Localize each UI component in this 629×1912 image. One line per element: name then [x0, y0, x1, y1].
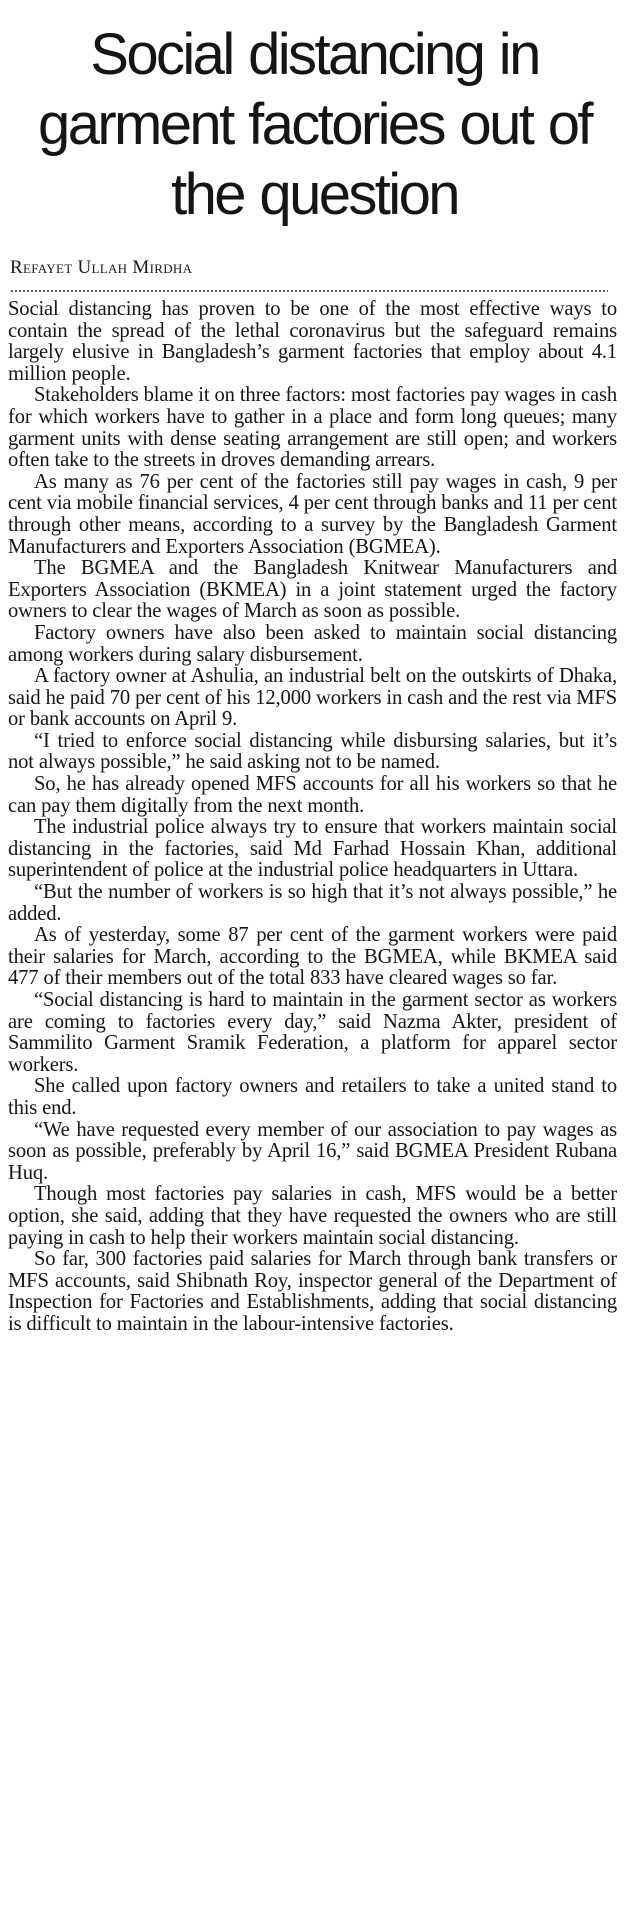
paragraph: The industrial police always try to ensure that workers maintain social distancing in the factories, said Md Farhad Hossain Khan, additional superintendent of police at the industrial police headquarters in Uttara. — [8, 816, 617, 882]
paragraph: So far, 300 factories paid salaries for March through bank transfers or MFS accounts, said Shibnath Roy, inspector general of the Department of Inspection for Factories and Establishments, adding that social distancing is difficult to maintain in the labour-intensive factories. — [8, 1248, 617, 1335]
headline: Social distancing in garment factories out of the question — [38, 22, 591, 227]
paragraph: Factory owners have also been asked to maintain social distancing among workers during salary disbursement. — [8, 621, 617, 666]
dotted-separator — [10, 289, 608, 293]
paragraph: “I tried to enforce social distancing while disbursing salaries, but it’s not always possible,” he said asking not to be named. — [8, 729, 617, 774]
paragraph: As many as 76 per cent of the factories still pay wages in cash, 9 per cent via mobile financial services, 4 per cent through banks and 11 per cent through other means, according to a survey by the Bangladesh Garment Manufacturers and Exporters Association (BGMEA). — [8, 470, 617, 558]
paragraph: Social distancing has proven to be one of the most effective ways to contain the spread of the lethal coronavirus but the safeguard remains largely elusive in Bangladesh’s garment factories that employ about 4.1 million people. — [8, 298, 617, 385]
paragraph: She called upon factory owners and retailers to take a united stand to this end. — [8, 1075, 617, 1119]
paragraph: The BGMEA and the Bangladesh Knitwear Manufacturers and Exporters Association (BKMEA) in a joint statement urged the factory owners to clear the wages of March as soon as possible. — [8, 557, 617, 623]
paragraph: Stakeholders blame it on three factors: most factories pay wages in cash for which workers have to gather in a place and form long queues; many garment units with dense seating arrangement are still open; and workers often take to the streets in droves demanding arrears. — [8, 384, 617, 472]
paragraph: A factory owner at Ashulia, an industrial belt on the outskirts of Dhaka, said he paid 70 per cent of his 12,000 workers in cash and the rest via MFS or bank accounts on April 9. — [8, 665, 617, 731]
article-body — [8, 299, 617, 1336]
paragraph: “We have requested every member of our association to pay wages as soon as possible, preferably by April 16,” said BGMEA President Rubana Huq. — [8, 1118, 617, 1184]
paragraph: “But the number of workers is so high that it’s not always possible,” he added. — [8, 881, 617, 925]
paragraph: So, he has already opened MFS accounts for all his workers so that he can pay them digitally from the next month. — [8, 773, 617, 817]
paragraph: As of yesterday, some 87 per cent of the garment workers were paid their salaries for March, according to the BGMEA, while BKMEA said 477 of their members out of the total 833 have cleared wages so far. — [8, 924, 617, 990]
byline: Refayet Ullah Mirdha — [10, 257, 193, 278]
paragraph: Though most factories pay salaries in cash, MFS would be a better option, she said, adding that they have requested the owners who are still paying in cash to help their workers maintain social distancing. — [8, 1183, 617, 1249]
paragraph: “Social distancing is hard to maintain in the garment sector as workers are coming to factories every day,” said Nazma Akter, president of Sammilito Garment Sramik Federation, a platform for apparel sector workers. — [8, 989, 617, 1076]
